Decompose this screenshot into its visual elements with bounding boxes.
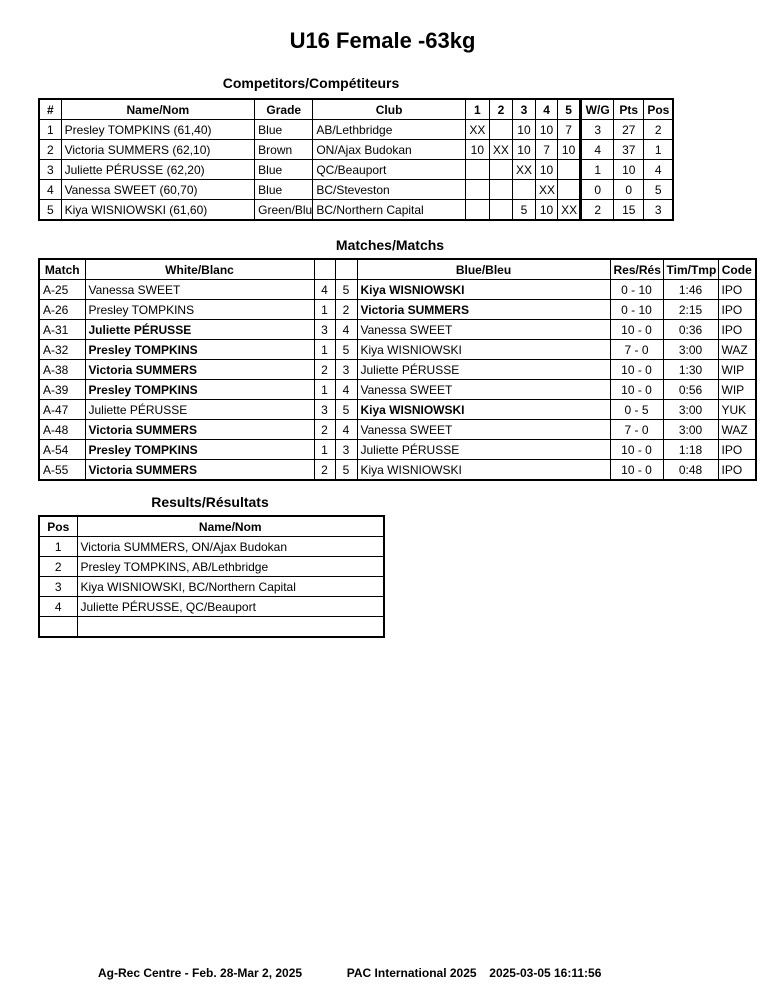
match-result: 10 - 0 bbox=[610, 460, 663, 481]
competitor-score-r2 bbox=[489, 200, 512, 221]
match-id: A-31 bbox=[39, 320, 85, 340]
match-blue: Vanessa SWEET bbox=[357, 380, 610, 400]
col-pos: Pos bbox=[644, 99, 673, 120]
result-name: Kiya WISNIOWSKI, BC/Northern Capital bbox=[77, 577, 384, 597]
competitor-points: 37 bbox=[614, 140, 644, 160]
competitor-score-r3: 10 bbox=[512, 120, 535, 140]
match-white-num: 1 bbox=[314, 380, 335, 400]
competitor-points: 0 bbox=[614, 180, 644, 200]
competitor-grade: Brown bbox=[255, 140, 313, 160]
match-result: 7 - 0 bbox=[610, 340, 663, 360]
competitor-points: 10 bbox=[614, 160, 644, 180]
competitor-position: 2 bbox=[644, 120, 673, 140]
match-white: Juliette PÉRUSSE bbox=[85, 320, 314, 340]
match-blue-num: 3 bbox=[335, 360, 357, 380]
competitor-score-r3: 10 bbox=[512, 140, 535, 160]
result-pos: 4 bbox=[39, 597, 77, 617]
results-header-row bbox=[39, 516, 384, 537]
match-blue: Kiya WISNIOWSKI bbox=[357, 400, 610, 420]
matches-table bbox=[38, 258, 757, 481]
competitor-num: 5 bbox=[39, 200, 61, 221]
match-code: YUK bbox=[718, 400, 756, 420]
match-row bbox=[39, 440, 756, 460]
match-row bbox=[39, 320, 756, 340]
competitors-header-row bbox=[39, 99, 673, 120]
match-white-num: 1 bbox=[314, 300, 335, 320]
col-r3: 3 bbox=[512, 99, 535, 120]
result-name: Victoria SUMMERS, ON/Ajax Budokan bbox=[77, 537, 384, 557]
match-row bbox=[39, 420, 756, 440]
match-blue-num: 5 bbox=[335, 340, 357, 360]
col-name: Name/Nom bbox=[61, 99, 255, 120]
match-id: A-39 bbox=[39, 380, 85, 400]
competitor-position: 1 bbox=[644, 140, 673, 160]
match-code: WIP bbox=[718, 360, 756, 380]
competitor-wins: 0 bbox=[581, 180, 614, 200]
col-r5: 5 bbox=[558, 99, 581, 120]
match-id: A-47 bbox=[39, 400, 85, 420]
competitor-score-r4: XX bbox=[536, 180, 558, 200]
competitor-name: Presley TOMPKINS (61,40) bbox=[61, 120, 255, 140]
result-name: Presley TOMPKINS, AB/Lethbridge bbox=[77, 557, 384, 577]
match-white: Victoria SUMMERS bbox=[85, 360, 314, 380]
competitor-score-r5 bbox=[558, 160, 581, 180]
match-row bbox=[39, 400, 756, 420]
competitor-points: 15 bbox=[614, 200, 644, 221]
competitor-wins: 3 bbox=[581, 120, 614, 140]
match-white: Vanessa SWEET bbox=[85, 280, 314, 300]
col-num: # bbox=[39, 99, 61, 120]
match-result: 10 - 0 bbox=[610, 380, 663, 400]
match-id: A-26 bbox=[39, 300, 85, 320]
match-white-num: 3 bbox=[314, 400, 335, 420]
competitor-position: 4 bbox=[644, 160, 673, 180]
result-row bbox=[39, 577, 384, 597]
col-r1: 1 bbox=[465, 99, 489, 120]
match-blue-num: 4 bbox=[335, 380, 357, 400]
competitor-club: ON/Ajax Budokan bbox=[313, 140, 465, 160]
matches-heading: Matches/Matchs bbox=[335, 237, 445, 253]
competitor-grade: Green/Blu bbox=[255, 200, 313, 221]
result-name bbox=[77, 617, 384, 638]
match-id: A-48 bbox=[39, 420, 85, 440]
match-white: Juliette PÉRUSSE bbox=[85, 400, 314, 420]
match-code: IPO bbox=[718, 440, 756, 460]
results-table bbox=[38, 515, 385, 638]
match-id: A-25 bbox=[39, 280, 85, 300]
match-white: Victoria SUMMERS bbox=[85, 460, 314, 481]
match-code: WIP bbox=[718, 380, 756, 400]
match-blue-num: 4 bbox=[335, 320, 357, 340]
match-id: A-54 bbox=[39, 440, 85, 460]
match-code: IPO bbox=[718, 300, 756, 320]
footer bbox=[98, 966, 601, 980]
col-blue: Blue/Bleu bbox=[357, 259, 610, 280]
col-r2: 2 bbox=[489, 99, 512, 120]
competitor-row bbox=[39, 180, 673, 200]
results-heading: Results/Résultats bbox=[151, 494, 269, 510]
match-code: WAZ bbox=[718, 420, 756, 440]
competitor-score-r1 bbox=[465, 180, 489, 200]
match-id: A-32 bbox=[39, 340, 85, 360]
result-name: Juliette PÉRUSSE, QC/Beauport bbox=[77, 597, 384, 617]
competitor-row bbox=[39, 120, 673, 140]
competitor-score-r4: 7 bbox=[536, 140, 558, 160]
match-blue-num: 4 bbox=[335, 420, 357, 440]
result-row bbox=[39, 557, 384, 577]
match-white-num: 3 bbox=[314, 320, 335, 340]
competitor-score-r5: 10 bbox=[558, 140, 581, 160]
competitor-score-r2 bbox=[489, 120, 512, 140]
col-match: Match bbox=[39, 259, 85, 280]
match-white-num: 2 bbox=[314, 460, 335, 481]
match-row bbox=[39, 360, 756, 380]
match-blue-num: 5 bbox=[335, 460, 357, 481]
match-white: Victoria SUMMERS bbox=[85, 420, 314, 440]
competitor-name: Juliette PÉRUSSE (62,20) bbox=[61, 160, 255, 180]
result-row bbox=[39, 597, 384, 617]
matches-header-row bbox=[39, 259, 756, 280]
competitors-heading: Competitors/Compétiteurs bbox=[222, 75, 400, 91]
col-white-num bbox=[314, 259, 335, 280]
competitor-score-r3: XX bbox=[512, 160, 535, 180]
match-white: Presley TOMPKINS bbox=[85, 380, 314, 400]
competitor-club: BC/Northern Capital bbox=[313, 200, 465, 221]
match-time: 1:18 bbox=[663, 440, 718, 460]
competitor-score-r1 bbox=[465, 200, 489, 221]
match-white-num: 1 bbox=[314, 340, 335, 360]
match-blue: Kiya WISNIOWSKI bbox=[357, 280, 610, 300]
col-blue-num bbox=[335, 259, 357, 280]
result-pos: 3 bbox=[39, 577, 77, 597]
match-code: IPO bbox=[718, 320, 756, 340]
result-pos bbox=[39, 617, 77, 638]
competitor-num: 2 bbox=[39, 140, 61, 160]
competitor-score-r5: XX bbox=[558, 200, 581, 221]
competitor-grade: Blue bbox=[255, 120, 313, 140]
match-row bbox=[39, 280, 756, 300]
competitor-score-r5: 7 bbox=[558, 120, 581, 140]
match-blue: Kiya WISNIOWSKI bbox=[357, 340, 610, 360]
result-pos: 2 bbox=[39, 557, 77, 577]
competitor-name: Victoria SUMMERS (62,10) bbox=[61, 140, 255, 160]
competitor-name: Kiya WISNIOWSKI (61,60) bbox=[61, 200, 255, 221]
match-blue: Kiya WISNIOWSKI bbox=[357, 460, 610, 481]
competitor-points: 27 bbox=[614, 120, 644, 140]
match-time: 3:00 bbox=[663, 340, 718, 360]
competitor-grade: Blue bbox=[255, 160, 313, 180]
competitor-club: QC/Beauport bbox=[313, 160, 465, 180]
competitor-score-r1 bbox=[465, 160, 489, 180]
result-row bbox=[39, 537, 384, 557]
match-result: 10 - 0 bbox=[610, 320, 663, 340]
competitor-grade: Blue bbox=[255, 180, 313, 200]
match-result: 0 - 10 bbox=[610, 280, 663, 300]
competitor-score-r2 bbox=[489, 160, 512, 180]
match-code: WAZ bbox=[718, 340, 756, 360]
match-row bbox=[39, 340, 756, 360]
competitor-club: BC/Steveston bbox=[313, 180, 465, 200]
match-blue: Juliette PÉRUSSE bbox=[357, 360, 610, 380]
competitor-row bbox=[39, 160, 673, 180]
match-blue-num: 3 bbox=[335, 440, 357, 460]
competitor-position: 5 bbox=[644, 180, 673, 200]
match-row bbox=[39, 460, 756, 481]
competitor-wins: 1 bbox=[581, 160, 614, 180]
match-white-num: 4 bbox=[314, 280, 335, 300]
match-blue: Juliette PÉRUSSE bbox=[357, 440, 610, 460]
competitor-wins: 4 bbox=[581, 140, 614, 160]
competitor-score-r2: XX bbox=[489, 140, 512, 160]
competitor-row bbox=[39, 140, 673, 160]
match-blue: Vanessa SWEET bbox=[357, 420, 610, 440]
competitor-score-r4: 10 bbox=[536, 160, 558, 180]
match-id: A-55 bbox=[39, 460, 85, 481]
match-white-num: 1 bbox=[314, 440, 335, 460]
match-time: 3:00 bbox=[663, 400, 718, 420]
competitor-wins: 2 bbox=[581, 200, 614, 221]
match-result: 10 - 0 bbox=[610, 360, 663, 380]
match-time: 1:30 bbox=[663, 360, 718, 380]
competitor-club: AB/Lethbridge bbox=[313, 120, 465, 140]
competitor-score-r1: 10 bbox=[465, 140, 489, 160]
match-blue-num: 2 bbox=[335, 300, 357, 320]
col-club: Club bbox=[313, 99, 465, 120]
competitor-score-r4: 10 bbox=[536, 200, 558, 221]
match-time: 0:36 bbox=[663, 320, 718, 340]
match-result: 10 - 0 bbox=[610, 440, 663, 460]
competitor-row bbox=[39, 200, 673, 221]
match-code: IPO bbox=[718, 280, 756, 300]
result-pos: 1 bbox=[39, 537, 77, 557]
match-id: A-38 bbox=[39, 360, 85, 380]
match-result: 7 - 0 bbox=[610, 420, 663, 440]
competitor-score-r5 bbox=[558, 180, 581, 200]
col-result-pos: Pos bbox=[39, 516, 77, 537]
col-pts: Pts bbox=[614, 99, 644, 120]
col-res: Res/Rés bbox=[610, 259, 663, 280]
footer-event: PAC International 2025 bbox=[346, 966, 477, 980]
match-result: 0 - 5 bbox=[610, 400, 663, 420]
match-row bbox=[39, 300, 756, 320]
col-result-name: Name/Nom bbox=[77, 516, 384, 537]
competitor-score-r1: XX bbox=[465, 120, 489, 140]
col-grade: Grade bbox=[255, 99, 313, 120]
competitor-position: 3 bbox=[644, 200, 673, 221]
col-time: Tim/Tmp bbox=[663, 259, 718, 280]
match-blue: Vanessa SWEET bbox=[357, 320, 610, 340]
match-row bbox=[39, 380, 756, 400]
competitor-score-r3: 5 bbox=[512, 200, 535, 221]
match-white: Presley TOMPKINS bbox=[85, 440, 314, 460]
match-white-num: 2 bbox=[314, 360, 335, 380]
match-time: 0:48 bbox=[663, 460, 718, 481]
result-row bbox=[39, 617, 384, 638]
match-time: 1:46 bbox=[663, 280, 718, 300]
competitor-score-r2 bbox=[489, 180, 512, 200]
competitor-num: 3 bbox=[39, 160, 61, 180]
match-code: IPO bbox=[718, 460, 756, 481]
match-blue: Victoria SUMMERS bbox=[357, 300, 610, 320]
competitor-score-r4: 10 bbox=[536, 120, 558, 140]
col-wg: W/G bbox=[581, 99, 614, 120]
match-blue-num: 5 bbox=[335, 280, 357, 300]
col-white: White/Blanc bbox=[85, 259, 314, 280]
match-white: Presley TOMPKINS bbox=[85, 300, 314, 320]
competitor-num: 1 bbox=[39, 120, 61, 140]
match-time: 0:56 bbox=[663, 380, 718, 400]
competitor-score-r3 bbox=[512, 180, 535, 200]
match-result: 0 - 10 bbox=[610, 300, 663, 320]
match-white-num: 2 bbox=[314, 420, 335, 440]
competitor-name: Vanessa SWEET (60,70) bbox=[61, 180, 255, 200]
match-time: 3:00 bbox=[663, 420, 718, 440]
footer-timestamp: 2025-03-05 16:11:56 bbox=[489, 966, 602, 980]
match-blue-num: 5 bbox=[335, 400, 357, 420]
col-code: Code bbox=[718, 259, 756, 280]
competitors-table bbox=[38, 98, 674, 221]
footer-venue: Ag-Rec Centre - Feb. 28-Mar 2, 2025 bbox=[98, 966, 303, 980]
match-white: Presley TOMPKINS bbox=[85, 340, 314, 360]
match-time: 2:15 bbox=[663, 300, 718, 320]
competitor-num: 4 bbox=[39, 180, 61, 200]
page-title: U16 Female -63kg bbox=[289, 28, 476, 53]
col-r4: 4 bbox=[536, 99, 558, 120]
